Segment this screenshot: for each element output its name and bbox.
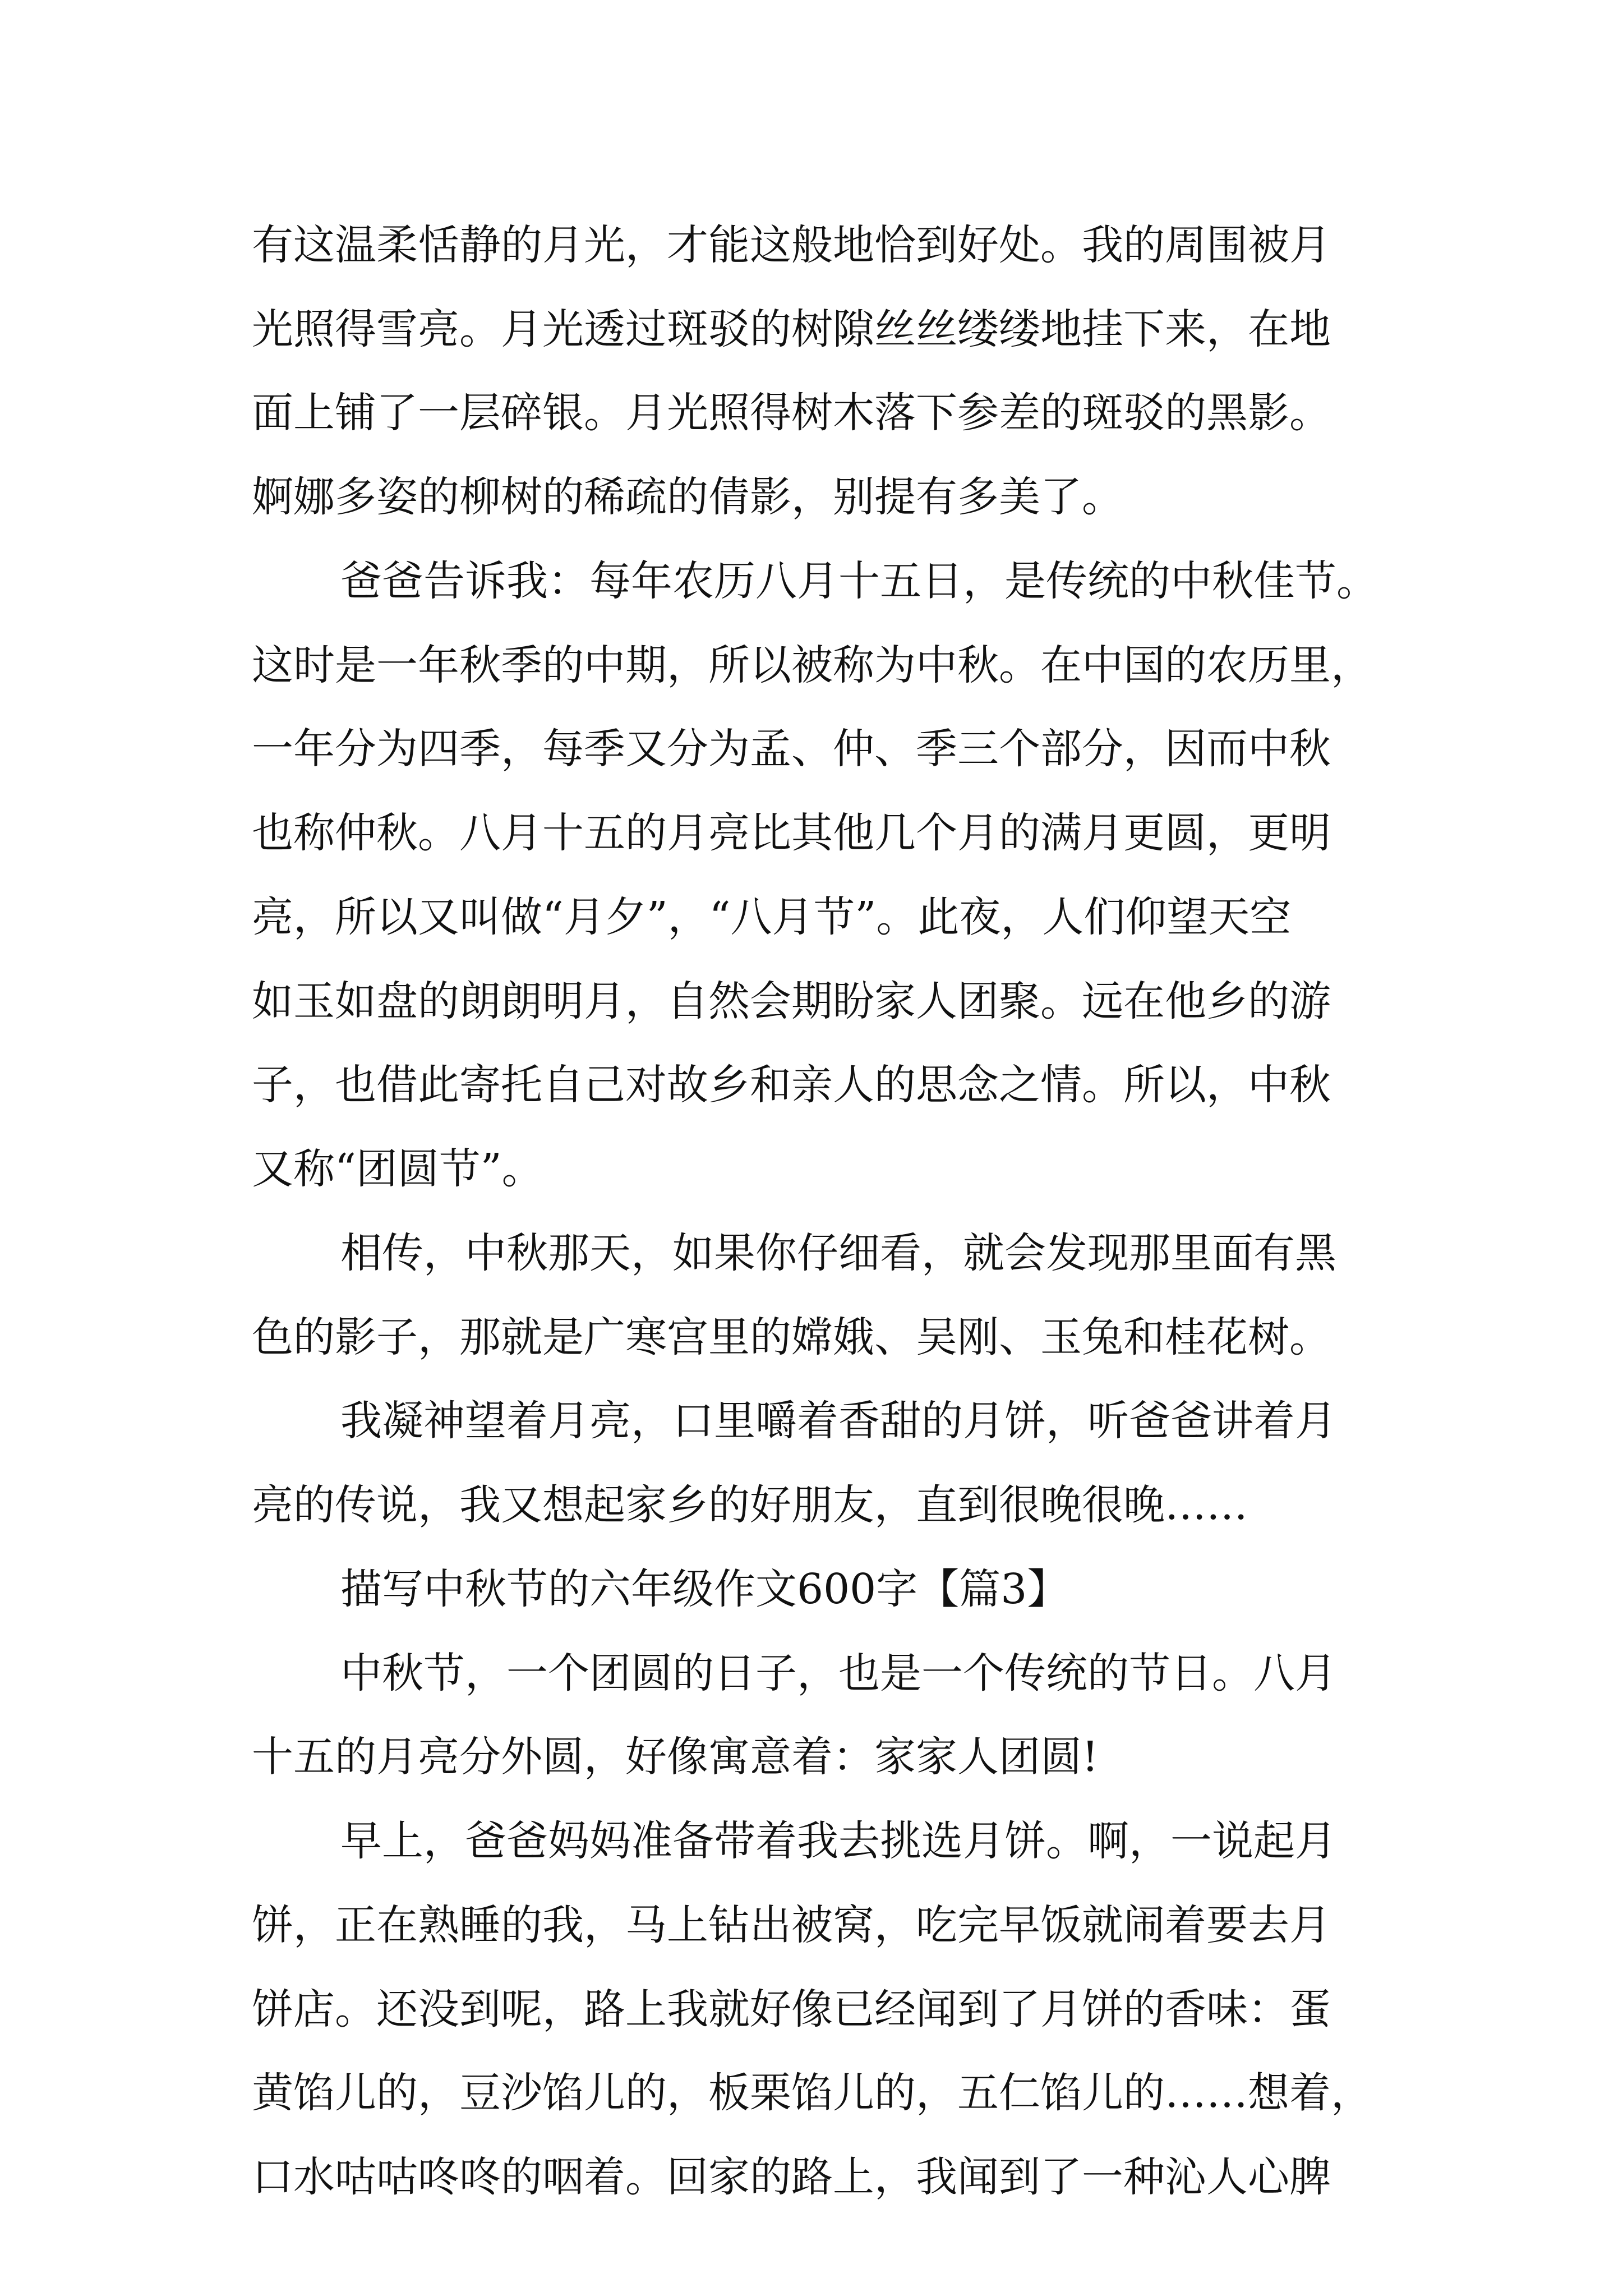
text-line: 亮的传说，我又想起家乡的好朋友，直到很晚很晚…… [252, 1481, 1248, 1529]
text-line: 这时是一年秋季的中期，所以被称为中秋。在中国的农历里， [252, 641, 1372, 689]
text-line: 口水咕咕咚咚的咽着。回家的路上，我闻到了一种沁人心脾 [252, 2153, 1331, 2201]
paragraph-first-line: 相传，中秋那天，如果你仔细看，就会发现那里面有黑 [340, 1229, 1336, 1277]
text-line: 面上铺了一层碎银。月光照得树木落下参差的斑驳的黑影。 [252, 389, 1331, 437]
text-line: 饼店。还没到呢，路上我就好像已经闻到了月饼的香味：蛋 [252, 1985, 1331, 2033]
text-line: 十五的月亮分外圆，好像寓意着：家家人团圆! [252, 1733, 1099, 1781]
text-line: 色的影子，那就是广寒宫里的嫦娥、吴刚、玉兔和桂花树。 [252, 1313, 1331, 1361]
text-line: 一年分为四季，每季又分为孟、仲、季三个部分，因而中秋 [252, 725, 1331, 773]
paragraph-first-line: 我凝神望着月亮，口里嚼着香甜的月饼，听爸爸讲着月 [340, 1397, 1336, 1445]
text-line: 子，也借此寄托自己对故乡和亲人的思念之情。所以，中秋 [252, 1061, 1331, 1109]
text-line: 婀娜多姿的柳树的稀疏的倩影，别提有多美了。 [252, 473, 1123, 521]
text-line: 光照得雪亮。月光透过斑驳的树隙丝丝缕缕地挂下来，在地 [252, 305, 1331, 353]
text-line: 亮，所以又叫做“月夕”，“八月节”。此夜，人们仰望天空 [252, 893, 1292, 941]
text-line: 又称“团圆节”。 [252, 1145, 543, 1193]
text-line: 黄馅儿的，豆沙馅儿的，板栗馅儿的，五仁馅儿的……想着， [252, 2069, 1372, 2117]
paragraph-first-line: 中秋节，一个团圆的日子，也是一个传统的节日。八月 [340, 1649, 1336, 1697]
text-line: 也称仲秋。八月十五的月亮比其他几个月的满月更圆，更明 [252, 809, 1331, 857]
text-line: 有这温柔恬静的月光，才能这般地恰到好处。我的周围被月 [252, 221, 1331, 269]
section-heading: 描写中秋节的六年级作文600字【篇3】 [340, 1565, 1069, 1613]
paragraph-first-line: 爸爸告诉我：每年农历八月十五日，是传统的中秋佳节。 [340, 557, 1378, 605]
text-line: 如玉如盘的朗朗明月，自然会期盼家人团聚。远在他乡的游 [252, 977, 1331, 1025]
paragraph-first-line: 早上，爸爸妈妈准备带着我去挑选月饼。啊，一说起月 [340, 1817, 1336, 1865]
text-line: 饼，正在熟睡的我，马上钻出被窝，吃完早饭就闹着要去月 [252, 1901, 1331, 1949]
